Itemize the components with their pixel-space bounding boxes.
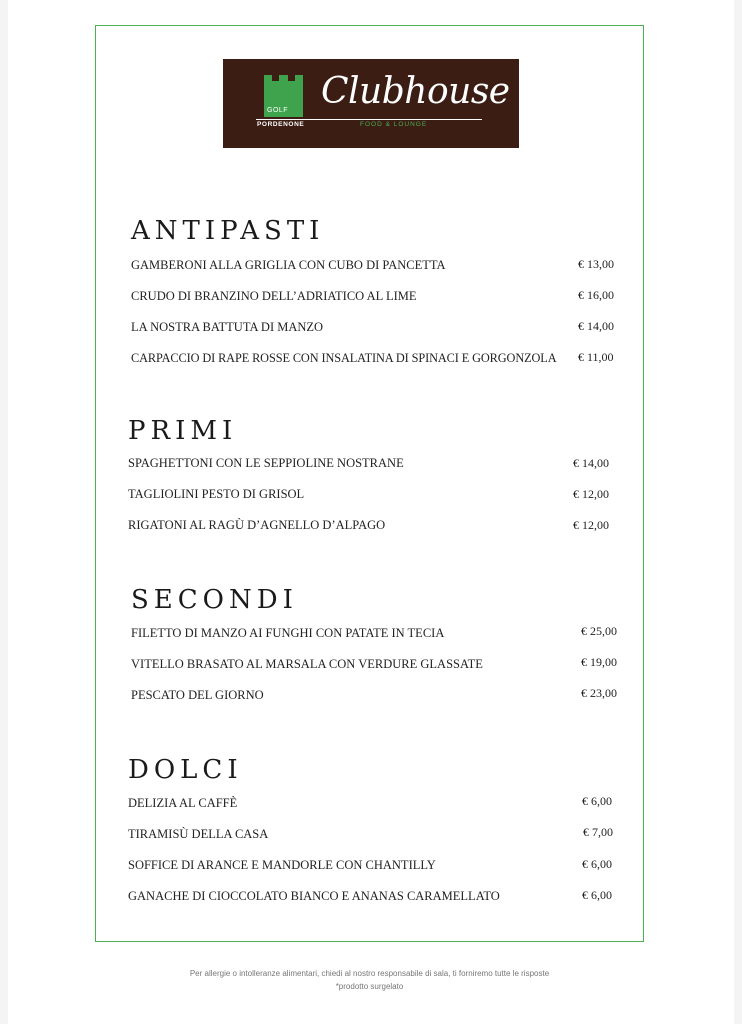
- menu-item-price: € 6,00: [582, 888, 612, 902]
- frozen-product-note: *prodotto surgelato: [335, 982, 404, 991]
- logo-title: Clubhouse: [321, 71, 510, 112]
- menu-item-price: € 12,00: [573, 518, 609, 532]
- clubhouse-logo: [223, 59, 519, 148]
- menu-item: SOFFICE DI ARANCE E MANDORLE CON CHANTILLY: [128, 858, 436, 872]
- menu-item-price: € 14,00: [578, 319, 614, 333]
- menu-item-price: € 16,00: [578, 288, 614, 302]
- menu-item: CARPACCIO DI RAPE ROSSE CON INSALATINA DI SPINACI E GORGONZOLA: [131, 351, 557, 365]
- menu-item: FILETTO DI MANZO AI FUNGHI CON PATATE IN TECIA: [131, 626, 445, 640]
- menu-item-price: € 23,00: [581, 686, 617, 700]
- menu-item: CRUDO DI BRANZINO DELL’ADRIATICO AL LIME: [131, 289, 417, 303]
- section-heading-primi: PRIMI: [128, 416, 238, 446]
- section-heading-secondi: SECONDI: [131, 585, 298, 615]
- menu-item-price: € 6,00: [582, 857, 612, 871]
- menu-item: GANACHE DI CIOCCOLATO BIANCO E ANANAS CARAMELLATO: [128, 889, 500, 903]
- menu-item: LA NOSTRA BATTUTA DI MANZO: [131, 320, 324, 334]
- menu-item: SPAGHETTONI CON LE SEPPIOLINE NOSTRANE: [128, 456, 404, 470]
- logo-subtitle: FOOD & LOUNGE: [360, 121, 428, 128]
- menu-item: VITELLO BRASATO AL MARSALA CON VERDURE GLASSATE: [131, 657, 483, 671]
- section-heading-antipasti: ANTIPASTI: [131, 216, 325, 246]
- logo-golf-text: GOLF: [267, 107, 289, 114]
- menu-item-price: € 19,00: [581, 655, 617, 669]
- menu-item-price: € 11,00: [578, 350, 614, 364]
- menu-item: PESCATO DEL GIORNO: [131, 688, 264, 702]
- logo-divider-line: [256, 119, 482, 120]
- logo-location-text: PORDENONE: [257, 121, 305, 128]
- menu-item: RIGATONI AL RAGÙ D’AGNELLO D’ALPAGO: [128, 518, 386, 532]
- menu-item: TAGLIOLINI PESTO DI GRISOL: [128, 487, 305, 501]
- menu-item-price: € 12,00: [573, 487, 609, 501]
- menu-item: TIRAMISÙ DELLA CASA: [128, 827, 269, 841]
- menu-item-price: € 7,00: [583, 825, 613, 839]
- menu-item-price: € 13,00: [578, 257, 614, 271]
- section-heading-dolci: DOLCI: [128, 755, 243, 785]
- menu-item-price: € 14,00: [573, 456, 609, 470]
- allergy-note: Per allergie o intolleranze alimentari, chiedi al nostro responsabile di sala, ti forniremo tutte le risposte: [189, 969, 550, 978]
- menu-item: GAMBERONI ALLA GRIGLIA CON CUBO DI PANCETTA: [131, 258, 446, 272]
- menu-item-price: € 25,00: [581, 624, 617, 638]
- menu-item: DELIZIA AL CAFFÈ: [128, 796, 238, 810]
- menu-item-price: € 6,00: [582, 794, 612, 808]
